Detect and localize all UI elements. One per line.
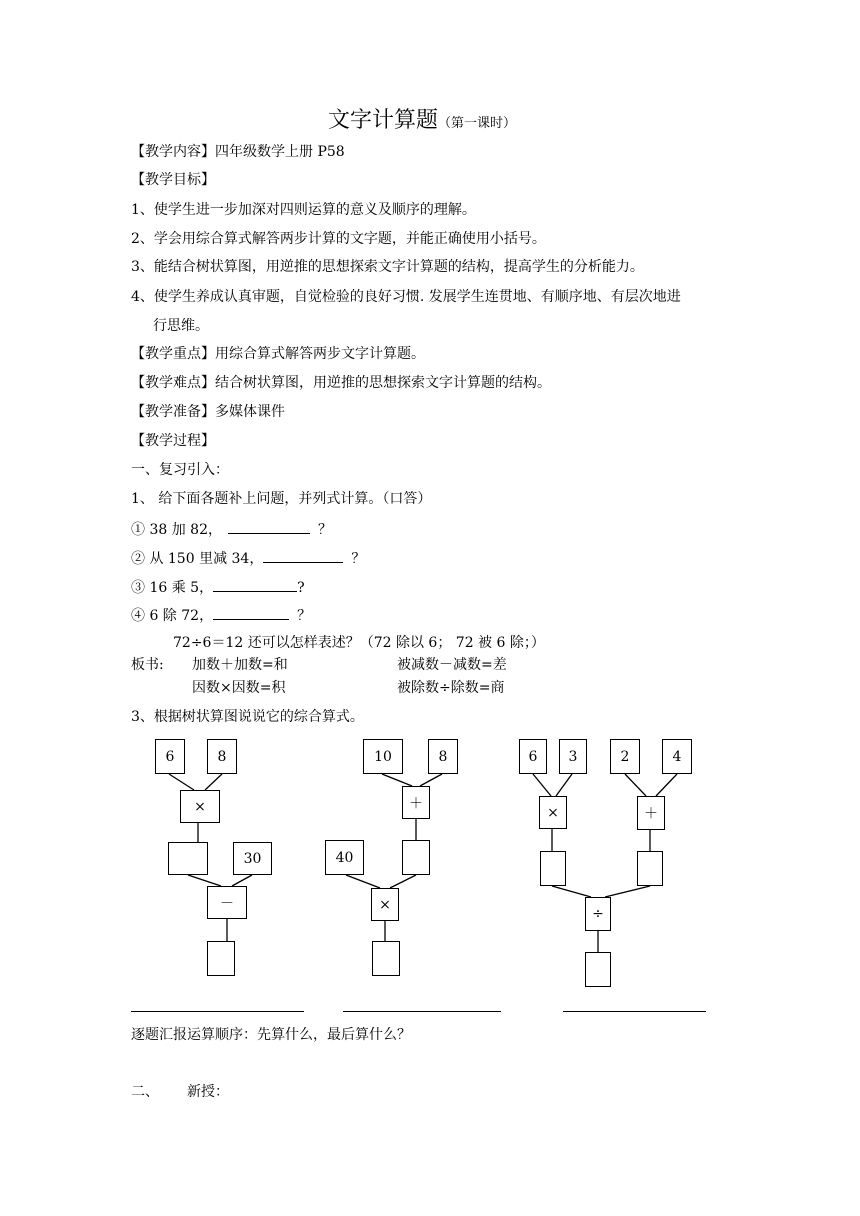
tree3-number-c: 2 (610, 739, 640, 774)
tree1-operator-minus: － (207, 886, 247, 919)
goals-heading: 【教学目标】 (131, 172, 215, 188)
preparation: 【教学准备】多媒体课件 (131, 404, 285, 420)
tree3-result-box-right[interactable] (637, 851, 663, 886)
goal-1: 1、使学生进一步加深对四则运算的意义及顺序的理解。 (131, 202, 476, 218)
board-label: 板书: (131, 657, 164, 673)
question-prefix: ① 38 加 82， (131, 522, 222, 538)
difficulty: 【教学难点】结合树状算图，用逆推的思想探索文字计算题的结构。 (131, 375, 551, 391)
question-suffix: ？ (351, 551, 366, 567)
tree2-number-c: 40 (325, 840, 364, 875)
tree1-final-box[interactable] (207, 941, 235, 976)
process-heading: 【教学过程】 (131, 433, 215, 449)
tree1-number-a: 6 (155, 739, 185, 774)
tree1-operator-multiply: × (180, 790, 220, 823)
board-line: 被减数－减数=差 (397, 657, 507, 673)
question-suffix: ? (297, 580, 305, 596)
tree3-answer-line[interactable] (563, 1011, 706, 1012)
tree1-result-box[interactable] (168, 842, 208, 875)
goal-2: 2、学会用综合算式解答两步计算的文字题，并能正确使用小括号。 (131, 231, 546, 247)
question-suffix: ？ (317, 522, 332, 538)
tree3-final-box[interactable] (585, 952, 611, 987)
tree2-number-a: 10 (363, 739, 403, 774)
board-line: 加数＋加数=和 (192, 657, 288, 673)
item-3: 3、根据树状算图说说它的综合算式。 (131, 709, 364, 725)
question-prefix: ③ 16 乘 5， (131, 580, 214, 596)
section-1: 一、复习引入： (131, 462, 229, 478)
board-line: 被除数÷除数=商 (397, 680, 505, 696)
tree3-operator-plus: ＋ (637, 796, 665, 830)
content-line: 【教学内容】四年级数学上册 P58 (131, 144, 345, 160)
tree3-operator-divide: ÷ (585, 897, 611, 931)
title-sub: （第一课时） (438, 116, 517, 131)
tree3-number-b: 3 (559, 739, 587, 774)
tree2-result-box[interactable] (402, 840, 430, 875)
tree3-operator-multiply: × (539, 796, 567, 829)
tree3-result-box-left[interactable] (540, 851, 566, 886)
division-note: 72÷6＝12 还可以怎样表述？（72 除以 6； 72 被 6 除；） (173, 635, 545, 651)
title-main: 文字计算题 (328, 108, 439, 133)
question-prefix: ④ 6 除 72， (131, 608, 214, 624)
key-point: 【教学重点】用综合算式解答两步文字计算题。 (131, 346, 425, 362)
tree3-number-a: 6 (519, 739, 547, 774)
question-prefix: ② 从 150 里减 34， (131, 551, 264, 567)
tree2-number-b: 8 (428, 739, 458, 774)
board-line: 因数×因数=积 (192, 680, 286, 696)
report-instruction: 逐题汇报运算顺序：先算什么，最后算什么？ (131, 1027, 411, 1043)
tree1-number-c: 30 (233, 842, 272, 875)
section-2-number: 二、 (131, 1084, 159, 1100)
item-1: 1、 给下面各题补上问题，并列式计算。（口答） (131, 491, 432, 507)
tree1-answer-line[interactable] (131, 1011, 304, 1012)
section-2 (131, 1083, 229, 1101)
goal-4: 4、使学生养成认真审题，自觉检验的良好习惯. 发展学生连贯地、有顺序地、有层次地进 (131, 289, 681, 305)
tree3-number-d: 4 (662, 739, 692, 774)
section-2-text: 新授： (187, 1084, 229, 1100)
tree2-final-box[interactable] (372, 941, 400, 976)
tree2-operator-plus: ＋ (402, 786, 430, 819)
tree2-operator-multiply: × (371, 888, 399, 921)
goal-4-cont: 行思维。 (153, 318, 209, 334)
tree1-number-b: 8 (207, 739, 237, 774)
goal-3: 3、能结合树状算图，用逆推的思想探索文字计算题的结构，提高学生的分析能力。 (131, 259, 644, 275)
question-suffix: ？ (297, 608, 312, 624)
tree2-answer-line[interactable] (343, 1011, 501, 1012)
